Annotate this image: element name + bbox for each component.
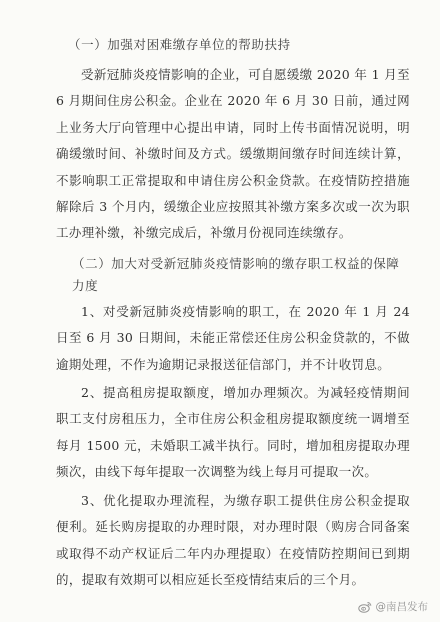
document-body [56,34,410,593]
paragraph-deferral-policy: 受新冠肺炎疫情影响的企业，可自愿缓缴 2020 年 1 月至 6 月期间住房公积金。企业在 2020 年 6 月 30 日前，通过网上业务大厅向管理中心提出申请，同时上传书面情况说明，明确缓缴时间、补缴时间及方式。缓缴期间缴存时间连续计算，不影响职工正常提取和申请住房公积金贷款。在疫情防控措施解除后 3 个月内，缓缴企业应按照其补缴方案多次或一次为职工办理补缴，补缴完成后，补缴月份视同连续缴存。 [56,67,410,241]
section-heading-2: （二）加大对受新冠肺炎疫情影响的缴存职工权益的保障力度 [72,255,400,293]
paragraph-rent-withdrawal: 2、提高租房提取额度，增加办理频次。为减轻疫情期间职工支付房租压力，全市住房公积金租房提取额度统一调增至每月 1500 元，未婚职工减半执行。同时，增加租房提取办理频次，由线下每年提取一次调整为线上每月可提取一次。 [56,385,410,480]
paragraph-loan-repayment: 1、对受新冠肺炎疫情影响的职工，在 2020 年 1 月 24 日至 6 月 30 日期间，未能正常偿还住房公积金贷款的，不做逾期处理，不作为逾期记录报送征信部门，并不计收罚息。 [56,303,410,372]
paragraph-withdrawal-process: 3、优化提取办理流程，为缴存职工提供住房公积金提取便利。延长购房提取的办理时限，对办理时限（购房合同备案或取得不动产权证后二年内办理提取）在疫情防控期间已到期的，提取有效期可以相应延长至疫情结束后的三个月。 [56,492,410,587]
watermark-text: @南昌发布 [375,601,428,613]
weibo-watermark [358,599,429,614]
weibo-icon [358,601,372,613]
section-heading-1: （一）加强对困难缴存单位的帮助扶持 [68,37,291,52]
